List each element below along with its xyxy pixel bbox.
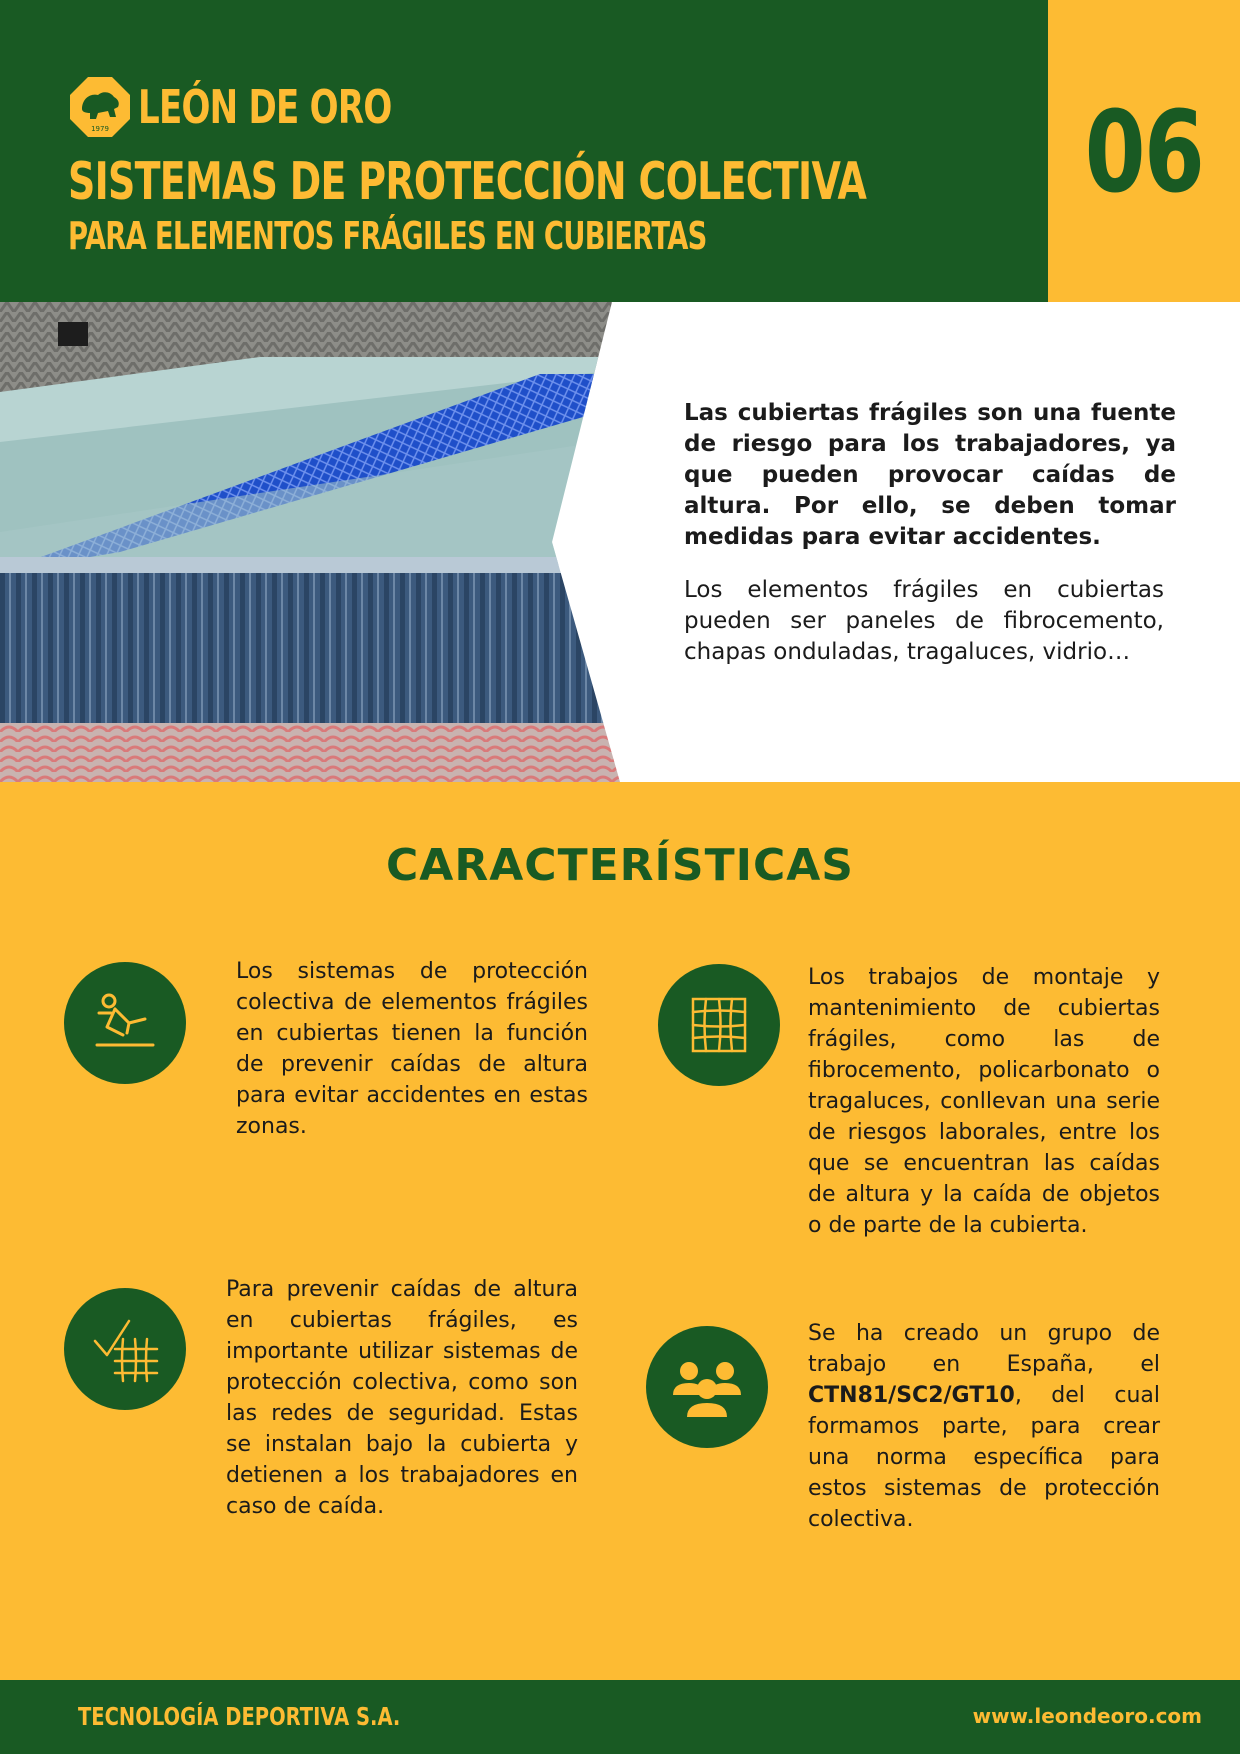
lion-logo-icon	[68, 75, 132, 139]
roof-photo	[0, 302, 620, 782]
safety-net-icon	[658, 964, 780, 1086]
intro-paragraph: Los elementos frágiles en cubiertas pueden ser paneles de fibrocemento, chapas onduladas, tragaluces, vidrio…	[684, 577, 1164, 665]
feature-text-1: Los sistemas de protección colectiva de elementos frágiles en cubiertas tienen la función de prevenir caídas de altura para evitar accidentes en estas zonas.	[236, 959, 588, 1139]
page-number: 06	[1084, 88, 1204, 218]
committee-code: CTN81/SC2/GT10	[808, 1383, 1015, 1408]
company-name: TECNOLOGÍA DEPORTIVA S.A.	[78, 1702, 401, 1731]
brand-name: LEÓN DE ORO	[138, 80, 392, 134]
footer	[0, 1680, 1240, 1754]
falling-worker-icon	[64, 962, 186, 1084]
feature-text-4	[808, 1318, 1160, 1535]
feature-text-2: Los trabajos de montaje y mantenimiento de cubiertas frágiles, como las de fibrocemento, policarbonato o tragaluces, conllevan una serie de riesgos laborales, entre los que se encuentran las caídas de altura y la caída de objetos o de parte de la cubierta.	[808, 965, 1160, 1238]
intro-text	[684, 398, 1176, 668]
page-number-box	[1048, 0, 1240, 302]
page-title: SISTEMAS DE PROTECCIÓN COLECTIVA	[68, 152, 867, 212]
header-banner	[0, 0, 1048, 302]
page-subtitle: PARA ELEMENTOS FRÁGILES EN CUBIERTAS	[68, 214, 707, 258]
intro-section	[0, 302, 1240, 782]
logo-year: 1979	[91, 125, 109, 133]
feature-text-3: Para prevenir caídas de altura en cubiertas frágiles, es importante utilizar sistemas de protección colectiva, como son las redes de seguridad. Estas se instalan bajo la cubierta y detienen a los trabajadores en caso de caída.	[226, 1277, 578, 1519]
intro-bold-paragraph: Las cubiertas frágiles son una fuente de riesgo para los trabajadores, ya que pueden provocar caídas de altura. Por ello, se deben tomar medidas para evitar accidentes.	[684, 400, 1176, 550]
feature-text-4-part2: , del cual formamos parte, para crear una norma específica para estos sistemas de protección colectiva.	[808, 1383, 1160, 1532]
brand-logo[interactable]	[68, 74, 481, 140]
feature-text-4-part1: Se ha creado un grupo de trabajo en España, el	[808, 1321, 1160, 1377]
website-link[interactable]: www.leondeoro.com	[972, 1704, 1202, 1728]
features-title: CARACTERÍSTICAS	[386, 840, 854, 891]
group-icon	[646, 1326, 768, 1448]
checkmark-net-icon	[64, 1288, 186, 1410]
